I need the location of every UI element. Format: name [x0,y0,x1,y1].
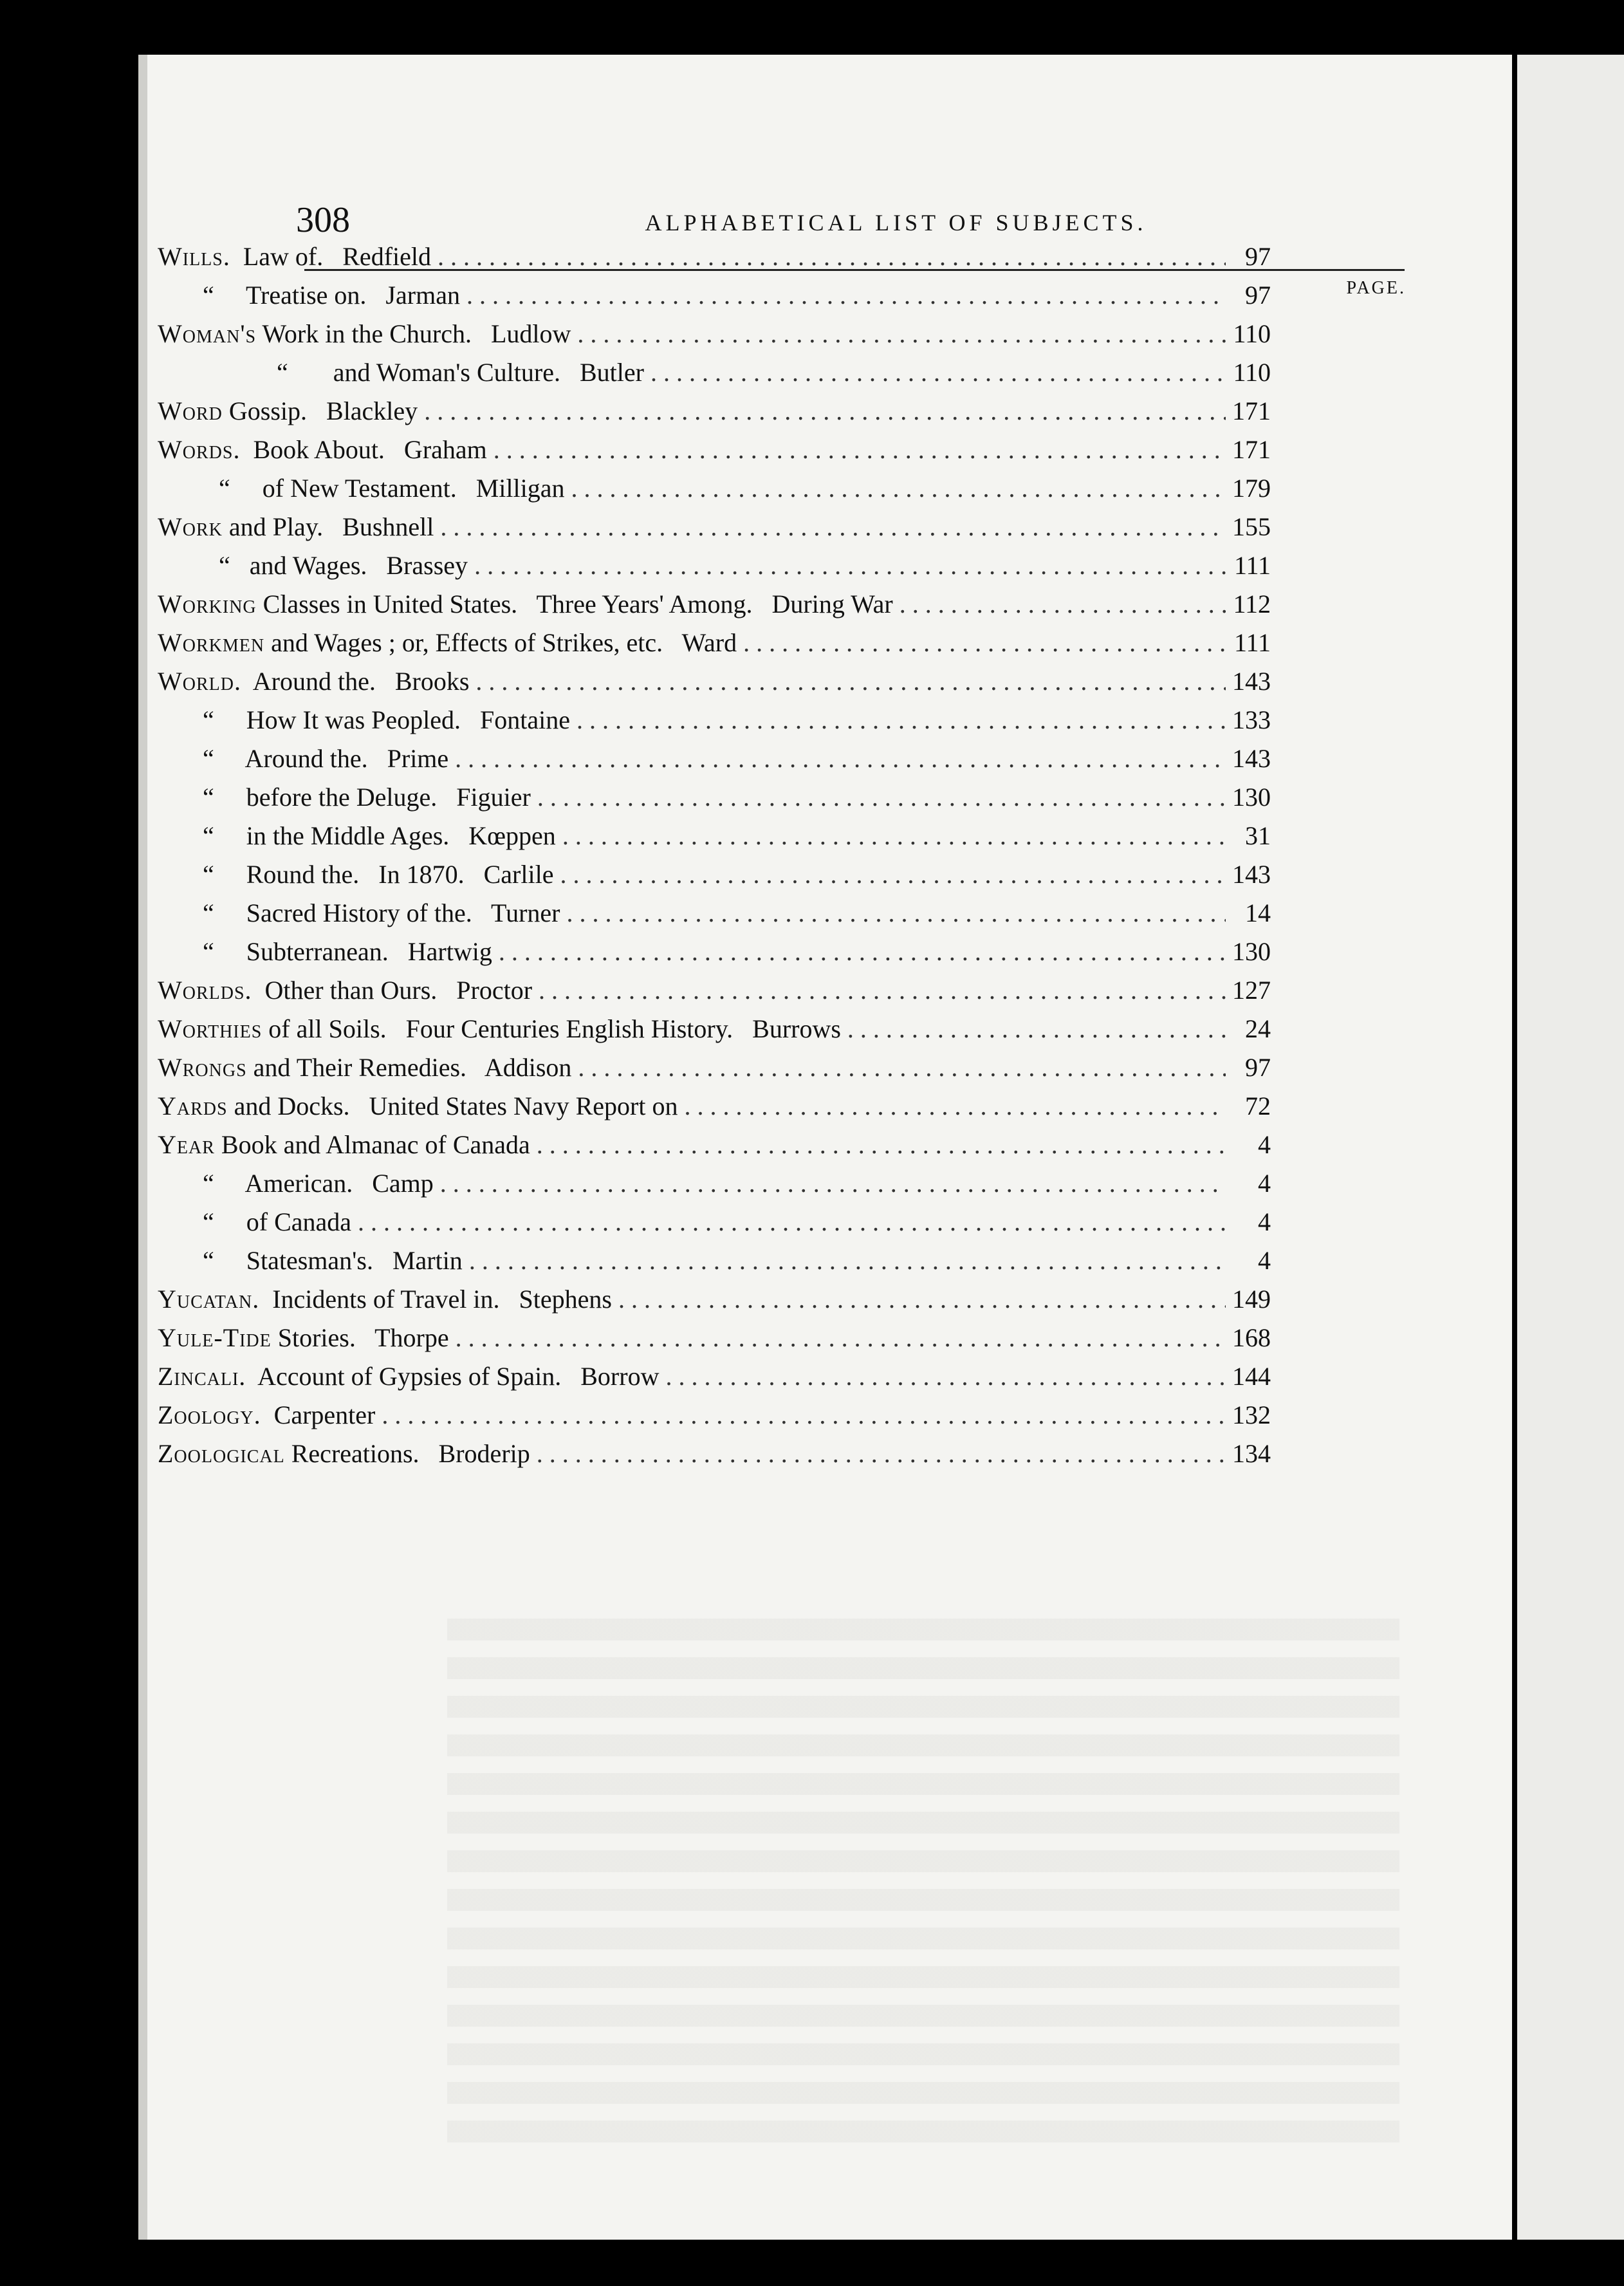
entry-title: “ American. Camp [203,1169,434,1198]
entry-keyword: Year [158,1130,215,1159]
entry-page-number: 110 [1233,319,1271,348]
dot-leader [560,859,1226,889]
entry-text [158,1323,449,1353]
entry-page-number: 168 [1232,1323,1271,1352]
entry-keyword: Wrongs [158,1053,247,1082]
entry-text [158,512,434,542]
dot-leader [684,1091,1226,1121]
dot-leader [562,821,1226,851]
entry-page-number: 155 [1232,512,1271,541]
entry-page-number: 112 [1233,590,1271,618]
entry-text [158,241,431,272]
entry-keyword: Worlds. [158,976,252,1005]
entry-page-number: 24 [1245,1014,1271,1043]
entry-page-number: 127 [1232,976,1271,1005]
entry-page-number: 130 [1232,783,1271,812]
entry-text [158,666,469,696]
index-entry [158,550,1271,589]
dot-leader [539,975,1226,1005]
index-entry [158,473,1271,512]
entry-keyword: Word [158,396,223,425]
entry-page-number: 4 [1258,1169,1271,1198]
index-entry [158,1168,1271,1207]
dot-leader [382,1400,1226,1430]
entry-text [203,898,560,928]
entry-keyword: Working [158,590,257,618]
dot-leader [358,1207,1226,1237]
entry-text [158,589,893,619]
page-column-label: PAGE. [1346,278,1406,298]
dot-leader [847,1014,1226,1044]
entry-text [158,627,737,658]
entry-page-number: 72 [1245,1092,1271,1120]
entry-title: and Wages ; or, Effects of Strikes, etc. Ward [264,628,737,657]
entry-page-number: 144 [1232,1362,1271,1391]
entry-title: and Play. Bushnell [222,512,434,541]
index-entry [158,1129,1271,1168]
entry-page-number: 31 [1245,821,1271,850]
entry-text [158,975,532,1005]
entry-title: Around the. Brooks [241,667,470,696]
entry-page-number: 110 [1233,358,1271,387]
entry-text [203,743,448,774]
index-entry [158,1014,1271,1052]
index-entry [158,1400,1271,1438]
entry-page-number: 97 [1245,242,1271,271]
dot-leader [577,319,1226,349]
entry-title: Recreations. Broderip [284,1439,530,1468]
index-entry [158,743,1271,782]
dot-leader [566,898,1226,928]
entry-text [203,859,553,889]
entry-text [158,1052,571,1083]
entry-page-number: 4 [1258,1130,1271,1159]
entry-text [203,1168,434,1198]
index-entry [158,1052,1271,1091]
dot-leader [469,1245,1226,1276]
index-entry [158,434,1271,473]
entry-keyword: Yule-Tide [158,1323,272,1352]
entry-page-number: 171 [1232,396,1271,425]
entry-page-number: 133 [1232,705,1271,734]
dot-leader [537,1438,1226,1469]
page-number: 308 [296,200,350,240]
index-entry [158,821,1271,859]
entry-text [158,1284,612,1314]
index-entry [158,589,1271,627]
entry-keyword: Worthies [158,1014,263,1043]
entry-title: “ Subterranean. Hartwig [203,937,492,966]
entry-title: and Docks. United States Navy Report on [227,1092,678,1120]
index-entry [158,782,1271,821]
entry-title: “ in the Middle Ages. Kœppen [203,821,556,850]
adjacent-page-edge [1517,55,1624,2240]
entry-text [203,1207,351,1237]
entry-page-number: 130 [1232,937,1271,966]
index-entry [158,512,1271,550]
entry-text [158,1129,530,1160]
entry-title: Work in the Church. Ludlow [256,319,571,348]
entry-keyword: Woman's [158,319,257,348]
entry-title: Incidents of Travel in. Stephens [259,1285,612,1314]
entry-title: Stories. Thorpe [271,1323,449,1352]
entry-page-number: 143 [1232,860,1271,889]
entry-text [158,1361,659,1391]
entry-page-number: 111 [1233,551,1271,580]
index-entry [158,357,1271,396]
dot-leader [466,280,1226,310]
dot-leader [440,512,1226,542]
entry-title: “ Round the. In 1870. Carlile [203,860,554,889]
dot-leader [618,1284,1226,1314]
entry-keyword: Workmen [158,628,265,657]
index-entry [158,396,1271,434]
entry-title: “ Statesman's. Martin [203,1246,463,1275]
entry-title: Account of Gypsies of Spain. Borrow [246,1362,660,1391]
dot-leader [455,743,1226,774]
entry-title: “ before the Deluge. Figuier [203,783,531,812]
dot-leader [743,627,1226,658]
dot-leader [665,1361,1226,1391]
entry-page-number: 149 [1232,1285,1271,1314]
dot-leader [578,1052,1226,1083]
dot-leader [900,589,1226,619]
entry-page-number: 4 [1258,1246,1271,1275]
entry-keyword: Zoological [158,1439,285,1468]
entry-title: “ Treatise on. Jarman [203,281,460,310]
entry-page-number: 134 [1232,1439,1271,1468]
index-entry [158,319,1271,357]
entry-text [203,1245,463,1276]
entry-text [158,1400,375,1430]
entry-title: Law of. Redfield [230,242,431,271]
entry-text [203,821,556,851]
dot-leader [438,241,1226,272]
index-entry [158,1284,1271,1323]
entry-title: Gossip. Blackley [222,396,418,425]
dot-leader [456,1323,1226,1353]
index-entry [158,627,1271,666]
index-entry [158,1245,1271,1284]
entry-page-number: 143 [1232,667,1271,696]
entry-page-number: 4 [1258,1207,1271,1236]
entry-page-number: 14 [1245,898,1271,927]
index-entry [158,241,1271,280]
entry-page-number: 179 [1232,474,1271,503]
entry-title: Book About. Graham [240,435,487,464]
dot-leader [475,666,1226,696]
entry-keyword: Wills. [158,242,230,271]
entry-title: “ of Canada [203,1207,352,1236]
index-entry [158,280,1271,319]
entry-text [219,473,564,503]
dot-leader [651,357,1226,387]
entry-text [203,782,531,812]
index-entry [158,936,1271,975]
entry-keyword: Yucatan. [158,1285,260,1314]
subject-index-list [158,241,1271,1477]
dot-leader [537,782,1226,812]
index-entry [158,1361,1271,1400]
index-entry [158,705,1271,743]
index-entry [158,859,1271,898]
dot-leader [440,1168,1226,1198]
entry-keyword: Zincali. [158,1362,246,1391]
entry-text [158,1091,678,1121]
entry-text [277,357,644,387]
entry-keyword: Words. [158,435,241,464]
entry-keyword: Zoology. [158,1400,261,1429]
entry-title: “ How It was Peopled. Fontaine [203,705,571,734]
entry-page-number: 132 [1232,1400,1271,1429]
entry-page-number: 97 [1245,1053,1271,1082]
entry-title: “ Sacred History of the. Turner [203,898,560,927]
entry-page-number: 171 [1232,435,1271,464]
entry-title: Carpenter [261,1400,376,1429]
entry-title: “ of New Testament. Milligan [219,474,565,503]
index-entry [158,666,1271,705]
entry-text [203,705,570,735]
entry-title: and Their Remedies. Addison [246,1053,572,1082]
entry-text [158,396,418,426]
dot-leader [494,434,1226,465]
entry-title: of all Soils. Four Centuries English History. Burrows [262,1014,841,1043]
dot-leader [474,550,1226,581]
entry-text [158,1438,530,1469]
dot-leader [577,705,1226,735]
index-entry [158,898,1271,936]
index-entry [158,1091,1271,1129]
entry-text [203,936,492,967]
dot-leader [571,473,1226,503]
entry-title: “ and Wages. Brassey [219,551,468,580]
entry-keyword: World. [158,667,241,696]
entry-page-number: 111 [1233,628,1271,657]
entry-keyword: Work [158,512,223,541]
entry-text [219,550,468,581]
entry-title: Classes in United States. Three Years' Among. During War [256,590,893,618]
entry-text [158,1014,841,1044]
bleed-through-texture [447,1619,1399,2146]
entry-text [158,319,571,349]
entry-text [203,280,460,310]
entry-title: “ Around the. Prime [203,744,449,773]
index-entry [158,975,1271,1014]
index-entry [158,1323,1271,1361]
dot-leader [424,396,1226,426]
entry-title: Other than Ours. Proctor [252,976,533,1005]
dot-leader [499,936,1226,967]
index-entry [158,1207,1271,1245]
entry-title: “ and Woman's Culture. Butler [277,358,644,387]
entry-title: Book and Almanac of Canada [214,1130,530,1159]
running-head: ALPHABETICAL LIST OF SUBJECTS. [645,210,1147,236]
entry-text [158,434,487,465]
dot-leader [537,1129,1226,1160]
index-entry [158,1438,1271,1477]
entry-page-number: 143 [1232,744,1271,773]
entry-keyword: Yards [158,1092,228,1120]
entry-page-number: 97 [1245,281,1271,310]
